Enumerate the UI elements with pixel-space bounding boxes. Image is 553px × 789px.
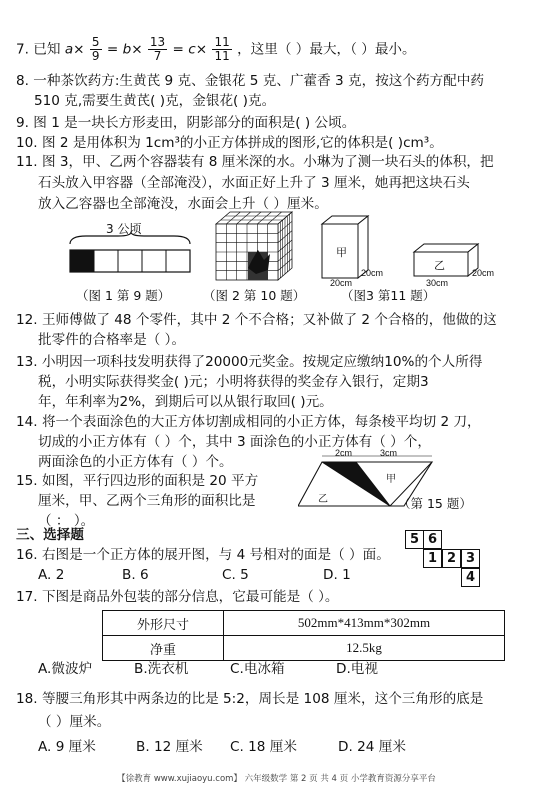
table-row	[103, 611, 505, 636]
q8-line1: 8. 一种茶饮药方:生黄芪 9 克、金银花 5 克、广藿香 3 克，按这个药方配中药	[16, 73, 484, 89]
net-face-2: 2	[442, 549, 461, 568]
fig3-yi-depth: 20cm	[472, 268, 495, 278]
fraction-13-7	[148, 36, 167, 63]
q15-line3: （ ： ）。	[38, 513, 95, 529]
q17-line1: 17. 下图是商品外包装的部分信息，它最可能是（ ）。	[16, 589, 339, 605]
q18-option-a[interactable]: A. 9 厘米	[38, 739, 96, 755]
cube-net	[405, 530, 485, 596]
q16-line1: 16. 右图是一个正方体的展开图，与 4 号相对的面是（ ）面。	[16, 547, 390, 563]
q16-option-d[interactable]: D. 1	[323, 567, 351, 583]
fig1-field	[66, 232, 196, 277]
q17-option-b[interactable]: B.洗衣机	[134, 661, 189, 677]
fig15-yi: 乙	[318, 494, 328, 505]
denominator: 11	[214, 49, 230, 63]
var-a: a	[64, 41, 74, 58]
q13-line1: 13. 小明因一项科技发明获得了20000元奖金。按规定应缴纳10%的个人所得	[16, 354, 483, 370]
q18-line2: （ ）厘米。	[38, 714, 111, 730]
fig15-jia: 甲	[386, 474, 396, 485]
fig3-yi-width: 30cm	[426, 278, 449, 288]
numerator: 11	[214, 35, 230, 49]
q16-option-b[interactable]: B. 6	[122, 567, 149, 583]
q15-line2: 厘米，甲、乙两个三角形的面积比是	[38, 493, 256, 509]
q16-option-a[interactable]: A. 2	[38, 567, 65, 583]
q17-option-d[interactable]: D.电视	[336, 661, 378, 677]
table-cell: 502mm*413mm*302mm	[224, 611, 505, 636]
q14-line3: 两面涂色的小正方体有（ ）个。	[38, 454, 233, 470]
times-sign: ×	[195, 41, 208, 58]
var-b: b	[122, 41, 132, 58]
equals-sign: =	[172, 41, 184, 58]
q18-option-c[interactable]: C. 18 厘米	[230, 739, 297, 755]
q10-text: 10. 图 2 是用体积为 1cm³的小正方体拼成的图形,它的体积是( )cm³。	[16, 135, 443, 151]
q17-option-c[interactable]: C.电冰箱	[230, 661, 285, 677]
q12-line2: 批零件的合格率是（ ）。	[38, 332, 186, 348]
numerator: 5	[91, 35, 100, 49]
page-footer: 【徐教育 www.xujiaoyu.com】 六年级数学 第 2 页 共 4 页 小学教育资源分享平台	[117, 774, 436, 784]
denominator: 9	[91, 49, 100, 63]
q16-option-c[interactable]: C. 5	[222, 567, 249, 583]
fraction-11-11	[212, 36, 231, 63]
spec-table	[102, 610, 505, 661]
q14-line2: 切成的小正方体有（ ）个，其中 3 面涂色的小正方体有（ ）个，	[38, 434, 431, 450]
q7-line	[16, 36, 416, 63]
fig15-caption: （第 15 题）	[398, 496, 472, 511]
q11-line3: 放入乙容器也全部淹没，水面会上升（ ）厘米。	[38, 196, 328, 212]
fig15-top-left: 2cm	[335, 448, 353, 458]
q13-line3: 年，年利率为2%，到期后可以从银行取回( )元。	[38, 394, 333, 410]
net-face-6: 6	[423, 530, 442, 549]
numerator: 13	[149, 35, 166, 49]
section-choice-title: 三、选择题	[16, 527, 84, 543]
q7-prefix: 7. 已知	[16, 41, 61, 58]
q15-line1: 15. 如图，平行四边形的面积是 20 平方	[16, 473, 259, 489]
q18-option-b[interactable]: B. 12 厘米	[136, 739, 203, 755]
fig3-jia-label: 甲	[336, 246, 347, 259]
fig15-top-right: 3cm	[380, 448, 398, 458]
table-row	[103, 636, 505, 661]
q11-line2: 石头放入甲容器（全部淹没），水面正好上升了 3 厘米，她再把这块石头	[38, 175, 470, 191]
q12-line1: 12. 王师傅做了 48 个零件，其中 2 个不合格；又补做了 2 个合格的，他做的这	[16, 312, 497, 328]
fig1-caption: （图 1 第 9 题）	[76, 288, 171, 303]
fig3-caption: （图3 第11 题）	[341, 288, 436, 303]
fig3-jia-depth: 20cm	[361, 268, 384, 278]
fraction-5-9	[90, 36, 102, 63]
net-face-4: 4	[461, 568, 480, 587]
net-face-5: 5	[405, 530, 424, 549]
times-sign: ×	[131, 41, 143, 58]
fig3-jia-width: 20cm	[330, 278, 353, 288]
var-c: c	[188, 41, 196, 58]
q18-option-d[interactable]: D. 24 厘米	[338, 739, 406, 755]
q17-option-a[interactable]: A.微波炉	[38, 661, 93, 677]
fig2-cube-stack	[212, 210, 302, 282]
net-face-1: 1	[423, 549, 442, 568]
table-cell: 12.5kg	[224, 636, 505, 661]
denominator: 7	[153, 49, 162, 63]
q14-line1: 14. 将一个表面涂色的大正方体切割成相同的小正方体，每条棱平均切 2 刀，	[16, 414, 481, 430]
fig3-yi-label: 乙	[434, 259, 445, 272]
times-sign: ×	[73, 41, 85, 58]
fig1-area-label: 3 公顷	[106, 222, 142, 236]
fig2-caption: （图 2 第 10 题）	[203, 288, 306, 303]
table-cell: 外形尺寸	[103, 611, 224, 636]
equals-sign: =	[106, 41, 119, 58]
q9-text: 9. 图 1 是一块长方形麦田，阴影部分的面积是( ) 公顷。	[16, 115, 356, 131]
q7-suffix: ，这里（ ）最大，（ ）最小。	[237, 41, 416, 58]
net-face-3: 3	[461, 549, 480, 568]
q18-line1: 18. 等腰三角形其中两条边的比是 5:2，周长是 108 厘米，这个三角形的底是	[16, 691, 484, 707]
q11-line1: 11. 图 3，甲、乙两个容器装有 8 厘米深的水。小琳为了测一块石头的体积，把	[16, 154, 494, 170]
table-cell: 净重	[103, 636, 224, 661]
q13-line2: 税，小明实际获得奖金( )元；小明将获得的奖金存入银行，定期3	[38, 374, 429, 390]
q8-line2: 510 克,需要生黄芪( )克，金银花( )克。	[34, 93, 276, 109]
